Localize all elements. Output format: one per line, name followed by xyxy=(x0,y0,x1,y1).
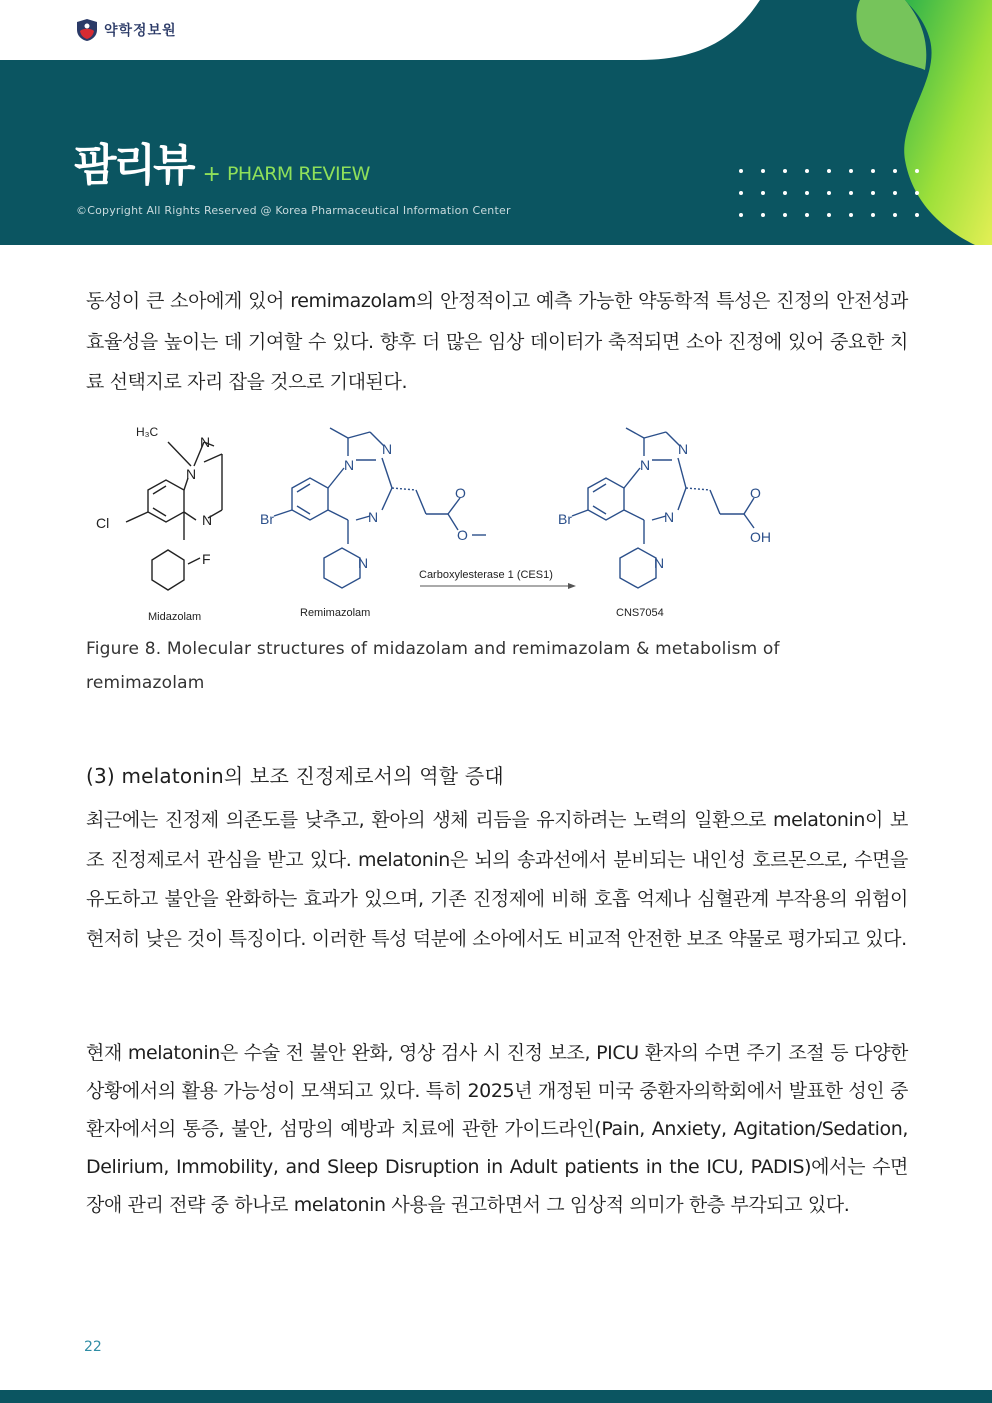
copyright-notice: ©Copyright All Rights Reserved @ Korea Pharmaceutical Information Center xyxy=(76,204,511,217)
body-paragraph-3: 현재 melatonin은 수술 전 불안 완화, 영상 검사 시 진정 보조, PICU 환자의 수면 주기 조절 등 다양한 상황에서의 활용 가능성이 모색되고 있다. 특히 2025년 개정된 미국 중환자의학회에서 발표한 성인 중환자에서의 통증, 불안, 섬망의 예방과 치료에 관한 가이드라인(Pain, Anxiety, Agitation/Sedation, Delirium, Immobility, and Sleep Disruption in Adult patients in the ICU, PADIS)에서는 수면장애 관리 전략 중 하나로 melatonin 사용을 권고하면서 그 임상적 의미가 한층 부각되고 있다. xyxy=(86,1042,908,1216)
shield-logo-icon xyxy=(76,18,98,42)
title-korean: 팜리뷰 xyxy=(74,140,193,191)
remimazolam-structure xyxy=(274,428,486,588)
midazolam-f-label: F xyxy=(202,551,211,567)
midazolam-n-label-1: N xyxy=(186,466,197,482)
body-paragraph-1: 동성이 큰 소아에게 있어 remimazolam의 안정적이고 예측 가능한 약동학적 특성은 진정의 안전성과 효율성을 높이는 데 기여할 수 있다. 향후 더 많은 임상 데이터가 축적되면 소아 진정에 있어 중요한 치료 선택지로 자리 잡을 것으로 기대된다. xyxy=(86,290,908,393)
page-number: 22 xyxy=(84,1339,102,1355)
figure-caption xyxy=(86,632,908,700)
midazolam-name: Midazolam xyxy=(148,611,202,623)
caption-line-2: remimazolam xyxy=(86,673,205,693)
cns7054-n-label-1: N xyxy=(640,457,651,473)
body-paragraph-2: 최근에는 진정제 의존도를 낮추고, 환아의 생체 리듬을 유지하려는 노력의 일환으로 melatonin이 보조 진정제로서 관심을 받고 있다. melatonin은 뇌의 송과선에서 분비되는 내인성 호르몬으로, 수면을 유도하고 불안을 완화하는 효과가 있으며, 기존 진정제에 비해 호흡 억제나 심혈관계 부작용의 위험이 현저히 낮은 것이 특징이다. 이러한 특성 덕분에 소아에서도 비교적 안전한 보조 약물로 평가되고 있다. xyxy=(86,809,908,950)
title-plus: + xyxy=(202,162,221,187)
remimazolam-n-label-4: N xyxy=(358,555,369,571)
cns7054-o-label: O xyxy=(750,485,761,501)
molecular-structures-figure xyxy=(86,418,806,628)
remimazolam-n-label-3: N xyxy=(368,509,379,525)
midazolam-h3c-label: H₃C xyxy=(136,425,159,439)
remimazolam-br-label: Br xyxy=(260,511,274,527)
remimazolam-o-label-2: O xyxy=(457,527,468,543)
cns7054-oh-label: OH xyxy=(750,529,771,545)
reaction-arrow-icon xyxy=(420,583,576,589)
midazolam-n-label-3: N xyxy=(202,512,213,528)
organization-name: 약학정보원 xyxy=(104,23,177,39)
caption-line-1: Figure 8. Molecular structures of midazolam and remimazolam & metabolism of xyxy=(86,639,780,659)
remimazolam-n-label-2: N xyxy=(382,441,393,457)
cns7054-n-label-4: N xyxy=(654,555,665,571)
footer-bar xyxy=(0,1390,992,1403)
publication-title xyxy=(74,140,370,192)
cns7054-n-label-3: N xyxy=(664,509,675,525)
organization xyxy=(76,18,177,42)
page-header xyxy=(0,0,992,245)
section-title: (3) melatonin의 보조 진정제로서의 역할 증대 xyxy=(86,764,504,788)
remimazolam-o-label-1: O xyxy=(455,485,466,501)
midazolam-cl-label: Cl xyxy=(96,515,110,531)
remimazolam-name: Remimazolam xyxy=(300,607,371,619)
figure-drawing xyxy=(86,418,806,628)
cns7054-name: CNS7054 xyxy=(616,607,664,619)
decorative-dots xyxy=(733,165,933,220)
remimazolam-n-label-1: N xyxy=(344,457,355,473)
cns7054-br-label: Br xyxy=(558,511,572,527)
title-english: PHARM REVIEW xyxy=(226,163,370,185)
enzyme-label: Carboxylesterase 1 (CES1) xyxy=(419,569,553,581)
midazolam-n-label-2: N xyxy=(200,434,211,450)
cns7054-n-label-2: N xyxy=(678,441,689,457)
